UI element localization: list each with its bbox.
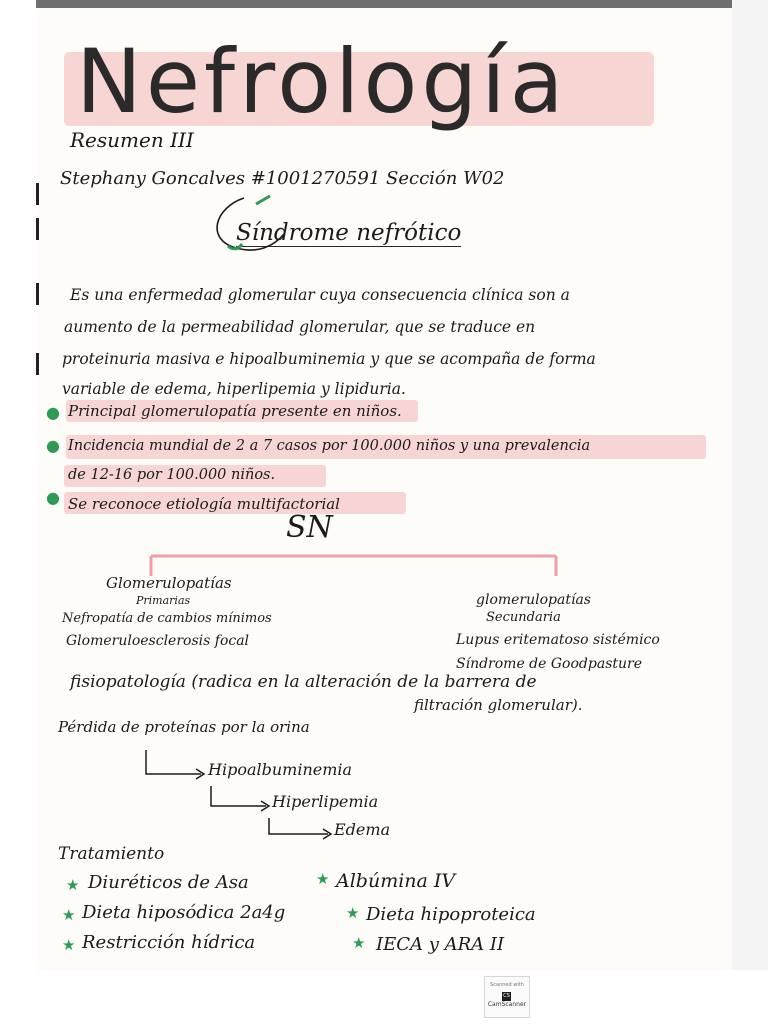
page-title: Nefrología [76,30,568,133]
definition-line: variable de edema, hiperlipemia y lipiduria. [62,380,406,398]
tree-root: SN [286,510,333,545]
tree-left-item: Glomeruloesclerosis focal [66,633,250,649]
treatment-item: Restricción hídrica [82,932,256,953]
notebook-page [36,8,732,970]
scanner-brand: CamScanner [487,1001,527,1008]
treatment-item: Albúmina IV [336,870,456,892]
scan-right-edge [732,0,768,970]
camscanner-watermark [484,976,530,1018]
tree-left-item: Nefropatía de cambios mínimos [62,611,272,626]
tree-right-heading: glomerulopatías [476,592,591,608]
flow-step: Edema [334,820,391,839]
flow-start: Pérdida de proteínas por la orina [58,718,310,736]
bullet-dot: ● [46,403,60,422]
star-icon: ★ [316,870,330,888]
treatment-item: Diuréticos de Asa [88,872,249,893]
bullet-text: Incidencia mundial de 2 a 7 casos por 100.000 niños y una prevalencia [68,438,591,454]
treatment-item: Dieta hipoproteica [366,904,536,925]
definition-line: aumento de la permeabilidad glomerular, que se traduce en [64,318,536,336]
camscanner-icon: CS [503,993,510,999]
treatment-item: IECA y ARA II [376,934,505,955]
margin-mark [36,283,39,305]
star-icon: ★ [346,904,360,922]
fisiopatologia-line: filtración glomerular). [414,696,583,714]
definition-line: proteinuria masiva e hipoalbuminemia y que se acompaña de forma [62,350,596,368]
flow-step: Hiperlipemia [272,792,379,811]
scanner-caption: Scanned with [490,982,524,988]
margin-mark [36,183,39,205]
author-line: Stephany Goncalves #1001270591 Sección W02 [60,168,505,189]
resumen-label: Resumen III [70,128,194,152]
star-icon: ★ [66,876,80,894]
star-icon: ★ [352,934,366,952]
margin-mark [36,218,39,240]
tree-left-heading: Glomerulopatías [106,574,232,592]
treatment-item: Dieta hiposódica 2a4g [82,902,286,923]
flow-step: Hipoalbuminemia [208,760,353,779]
scan-top-edge [36,0,732,8]
section-title: Síndrome nefrótico [236,220,462,246]
bullet-dot: ● [46,488,60,507]
fisiopatologia-line: fisiopatología (radica en la alteración de la barrera de [70,672,537,692]
tratamiento-heading: Tratamiento [58,844,165,864]
margin-mark [36,353,39,375]
star-icon: ★ [62,936,76,954]
tree-right-subheading: Secundaria [486,610,561,625]
bullet-text: Se reconoce etiología multifactorial [68,495,340,513]
bullet-text: de 12-16 por 100.000 niños. [68,467,276,483]
bullet-text: Principal glomerulopatía presente en niños. [68,402,402,420]
tree-right-item: Lupus eritematoso sistémico [456,632,660,648]
tree-right-item: Síndrome de Goodpasture [456,656,642,672]
bullet-dot: ● [46,436,60,455]
definition-line: Es una enfermedad glomerular cuya consecuencia clínica son a [70,286,570,304]
scanner-logo [485,992,529,1008]
tree-left-subheading: Primarias [136,594,191,607]
star-icon: ★ [62,906,76,924]
